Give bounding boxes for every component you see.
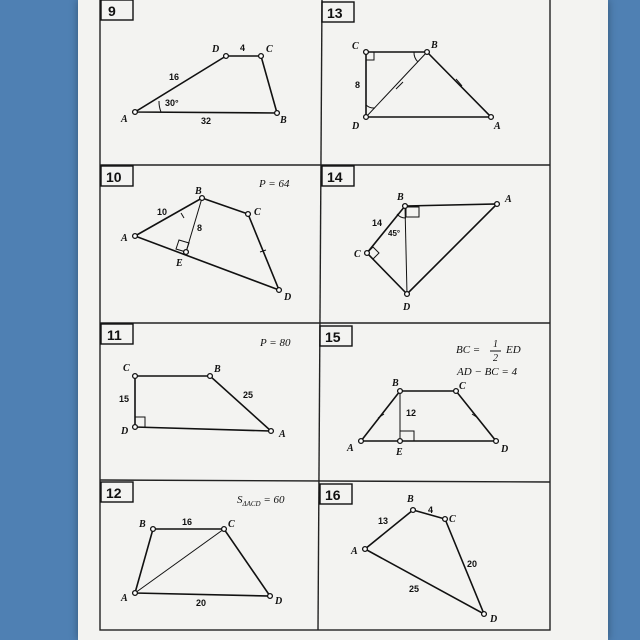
problem-number-12: 12 <box>106 485 122 501</box>
point-12-b <box>151 527 156 532</box>
side-cd-16: 20 <box>467 559 478 569</box>
condition-15-numerator: 1 <box>493 339 498 350</box>
point-10-c <box>246 212 251 217</box>
label-16-d: D <box>490 614 498 625</box>
side-ab-10: 10 <box>157 207 168 217</box>
problem-number-15: 15 <box>325 329 341 345</box>
point-11-c <box>133 374 138 379</box>
side-ab-16: 13 <box>378 516 389 526</box>
point-10-d <box>277 288 282 293</box>
side-bc-14: 14 <box>372 218 383 228</box>
figure-9 <box>120 43 287 126</box>
point-14-b <box>403 204 408 209</box>
grid-divider-vertical <box>318 0 322 630</box>
point-9-b <box>275 111 280 116</box>
side-ad-16: 25 <box>409 584 420 594</box>
side-cd-13: 8 <box>355 80 361 90</box>
tick-13-diagonal <box>396 82 403 89</box>
tag-box-9 <box>101 0 133 20</box>
label-10-b: B <box>195 186 202 197</box>
point-16-a <box>363 547 368 552</box>
problem-number-14: 14 <box>327 169 343 185</box>
figure-14 <box>354 192 512 313</box>
label-13-a: A <box>494 121 501 132</box>
point-16-c <box>443 517 448 522</box>
label-14-b: B <box>397 192 404 203</box>
label-12-c: C <box>228 519 235 530</box>
side-ad-12: 20 <box>196 598 207 608</box>
label-11-b: B <box>214 364 221 375</box>
point-15-a <box>359 439 364 444</box>
problem-number-tags <box>101 0 354 504</box>
point-14-d <box>405 292 410 297</box>
label-16-b: B <box>407 494 414 505</box>
area-value-12: = 60 <box>260 494 285 506</box>
angle-arc-13-bottom <box>366 105 375 108</box>
trapezoid-9 <box>135 56 277 113</box>
point-13-a <box>489 115 494 120</box>
label-14-c: C <box>354 249 361 260</box>
height-be-value-15: 12 <box>406 408 417 418</box>
label-10-d: D <box>284 292 292 303</box>
trapezoid-11 <box>135 376 271 431</box>
point-15-d <box>494 439 499 444</box>
problem-number-9: 9 <box>108 3 116 19</box>
point-13-c <box>364 50 369 55</box>
figure-12 <box>120 494 285 608</box>
side-bc-16: 4 <box>428 505 434 515</box>
angle-value-14: 45° <box>388 229 401 238</box>
label-16-c: C <box>449 514 456 525</box>
perimeter-10: P = 64 <box>259 178 290 190</box>
point-11-b <box>208 374 213 379</box>
figure-16 <box>350 494 497 625</box>
label-11-c: C <box>123 363 130 374</box>
label-14-a: A <box>505 194 512 205</box>
trapezoid-13 <box>366 52 491 117</box>
label-15-d: D <box>501 444 509 455</box>
side-ba-11: 25 <box>243 390 254 400</box>
point-9-a <box>133 110 138 115</box>
point-9-c <box>259 54 264 59</box>
point-15-e <box>398 439 403 444</box>
label-14-d: D <box>403 302 411 313</box>
label-15-a: A <box>347 443 354 454</box>
label-13-b: B <box>431 40 438 51</box>
label-13-c: C <box>352 41 359 52</box>
grid-divider-row-3 <box>100 480 550 482</box>
area-subscript-12: ΔACD <box>242 500 261 508</box>
label-15-c: C <box>459 381 466 392</box>
side-dc-9: 4 <box>240 43 246 53</box>
point-15-b <box>398 389 403 394</box>
point-13-b <box>425 50 430 55</box>
height-be-value-10: 8 <box>197 223 203 233</box>
right-angle-14-top <box>406 207 419 217</box>
label-9-c: C <box>266 44 273 55</box>
label-10-e: E <box>176 258 183 269</box>
point-12-a <box>133 591 138 596</box>
trapezoid-12 <box>135 529 270 596</box>
label-10-c: C <box>254 207 261 218</box>
area-label-12 <box>237 494 285 508</box>
label-12-a: A <box>121 593 128 604</box>
condition-15-right: ED <box>506 344 521 356</box>
figure-10 <box>120 178 291 303</box>
condition-15-denominator: 2 <box>493 353 498 364</box>
point-14-a <box>495 202 500 207</box>
perimeter-11: P = 80 <box>260 337 291 349</box>
side-ad-9: 16 <box>169 72 180 82</box>
label-12-d: D <box>275 596 283 607</box>
problem-number-16: 16 <box>325 487 341 503</box>
point-15-c <box>454 389 459 394</box>
label-11-a: A <box>279 429 286 440</box>
label-12-b: B <box>139 519 146 530</box>
point-16-d <box>482 612 487 617</box>
label-15-e: E <box>396 447 403 458</box>
condition-15-difference: AD − BC = 4 <box>457 366 518 378</box>
label-9-d: D <box>212 44 220 55</box>
figure-13 <box>351 40 501 132</box>
point-10-a <box>133 234 138 239</box>
grid-lines <box>100 0 550 630</box>
point-9-d <box>224 54 229 59</box>
figure-11 <box>119 337 291 440</box>
area-symbol-12: S <box>237 494 243 506</box>
side-ab-9: 32 <box>201 116 212 126</box>
point-12-d <box>268 594 273 599</box>
label-11-d: D <box>121 426 129 437</box>
label-15-b: B <box>392 378 399 389</box>
side-bc-12: 16 <box>182 517 193 527</box>
point-12-c <box>222 527 227 532</box>
figure-15 <box>346 339 521 458</box>
trapezoid-14 <box>367 204 497 294</box>
point-13-d <box>364 115 369 120</box>
height-14 <box>405 206 407 294</box>
angle-value-9: 30° <box>165 98 179 108</box>
tick-10-ab <box>181 213 184 218</box>
grid-border <box>100 0 550 630</box>
problem-number-10: 10 <box>106 169 122 185</box>
diagonal-ac-12 <box>135 529 224 593</box>
label-9-a: A <box>121 114 128 125</box>
problem-number-11: 11 <box>107 327 122 343</box>
angle-arc-13-top <box>414 52 418 62</box>
label-13-d: D <box>352 121 360 132</box>
point-14-c <box>365 251 370 256</box>
label-16-a: A <box>351 546 358 557</box>
label-10-a: A <box>121 233 128 244</box>
side-cd-11: 15 <box>119 394 130 404</box>
point-16-b <box>411 508 416 513</box>
problem-number-13: 13 <box>327 5 343 21</box>
label-9-b: B <box>280 115 287 126</box>
point-11-a <box>269 429 274 434</box>
angle-arc-9 <box>159 101 161 112</box>
point-10-e <box>184 250 189 255</box>
condition-15-left: BC = <box>456 344 481 356</box>
point-11-d <box>133 425 138 430</box>
